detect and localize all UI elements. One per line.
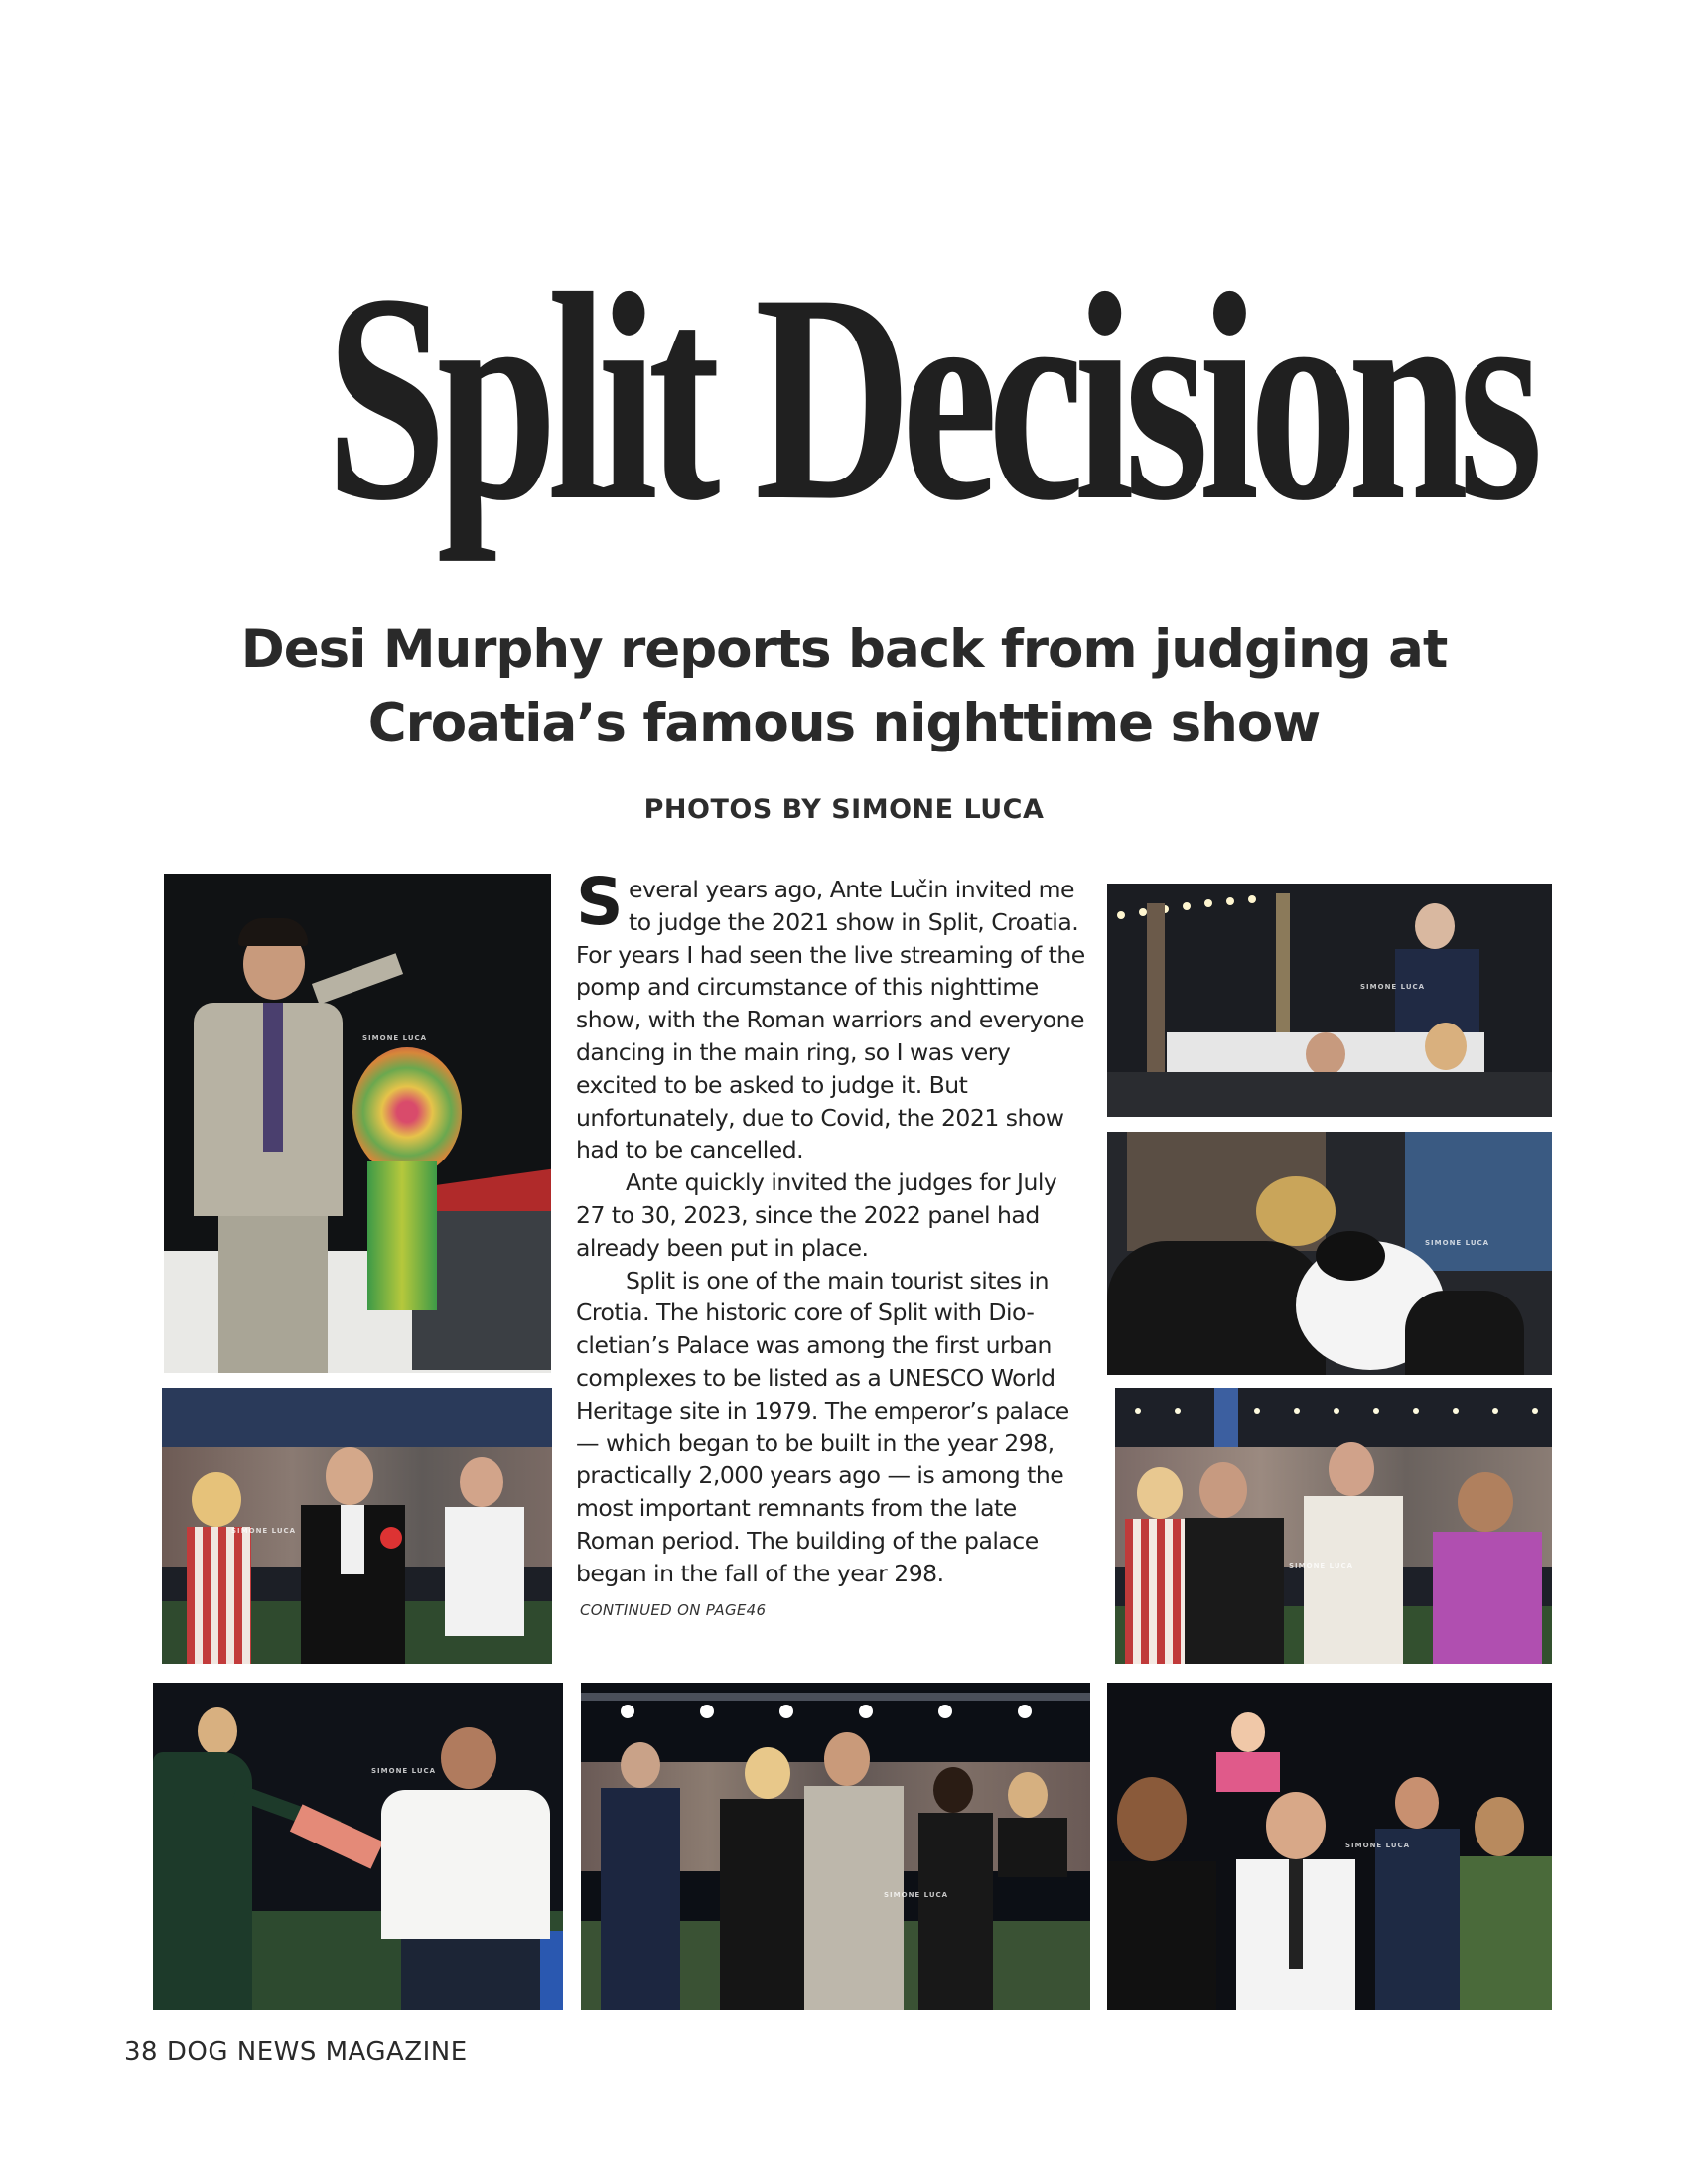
page-footer: 38 DOG NEWS MAGAZINE [124, 2037, 468, 2067]
article-paragraph [576, 864, 1092, 1166]
article-headline: Split Decisions [326, 232, 1533, 562]
photo-watermark: SIMONE LUCA [371, 1767, 437, 1775]
photo-credit: PHOTOS BY SIMONE LUCA [643, 794, 1045, 825]
photo-dance-white-jacket [1115, 1388, 1552, 1664]
article-paragraph: Ante quickly invited the judges for July 27 to 30, 2023, since the 2022 panel had already been put in place. [576, 1168, 1057, 1262]
photo-watermark: SIMONE LUCA [362, 1034, 428, 1042]
photo-watermark: SIMONE LUCA [1345, 1842, 1411, 1849]
article-paragraph: Split is one of the main tourist sites in Crotia. The historic core of Split with Dio-cletian’s Palace was among the first urban complexes to be listed as a UNESCO World Heritage site in 1979. The emperor’s palace — which began to be built in the year 298, practically 2,000 years ago — is among the most important remnants from the late Roman period. The building of the palace began in the fall of the year 298. [576, 1266, 1069, 1587]
photo-handler-dog [1107, 1132, 1552, 1375]
continued-note: CONTINUED ON PAGE46 [580, 1601, 767, 1619]
photo-watermark: SIMONE LUCA [1360, 983, 1426, 991]
article-body [576, 864, 1092, 1590]
photo-watermark: SIMONE LUCA [231, 1527, 297, 1535]
photo-watermark: SIMONE LUCA [1289, 1562, 1354, 1570]
paragraph-text: everal years ago, Ante Lučin invited me to judge the 2021 show in Split, Croatia. For years I had seen the live streaming of the pomp and circumstance of this nighttime show, with the Roman warriors and everyone dancing in the main ring, so I was very excited to be asked to judge it. But unfortunately, due to Covid, the 2021 show had to be cancelled. [576, 876, 1085, 1164]
photo-watermark: SIMONE LUCA [884, 1891, 949, 1899]
photo-judge-table [1107, 884, 1552, 1117]
subtitle-line-2: Croatia’s famous nighttime show [367, 693, 1321, 753]
photo-dance-tuxedo [162, 1388, 552, 1664]
photo-stage-dance [581, 1683, 1090, 2010]
photo-ribbon-exchange [153, 1683, 563, 2010]
photo-crowd-child [1107, 1683, 1552, 2010]
subtitle-line-1: Desi Murphy reports back from judging at [240, 619, 1448, 680]
drop-cap: S [576, 864, 624, 940]
photo-watermark: SIMONE LUCA [1425, 1239, 1490, 1247]
article-subtitle [179, 614, 1509, 760]
photo-winner-handler [164, 874, 551, 1373]
